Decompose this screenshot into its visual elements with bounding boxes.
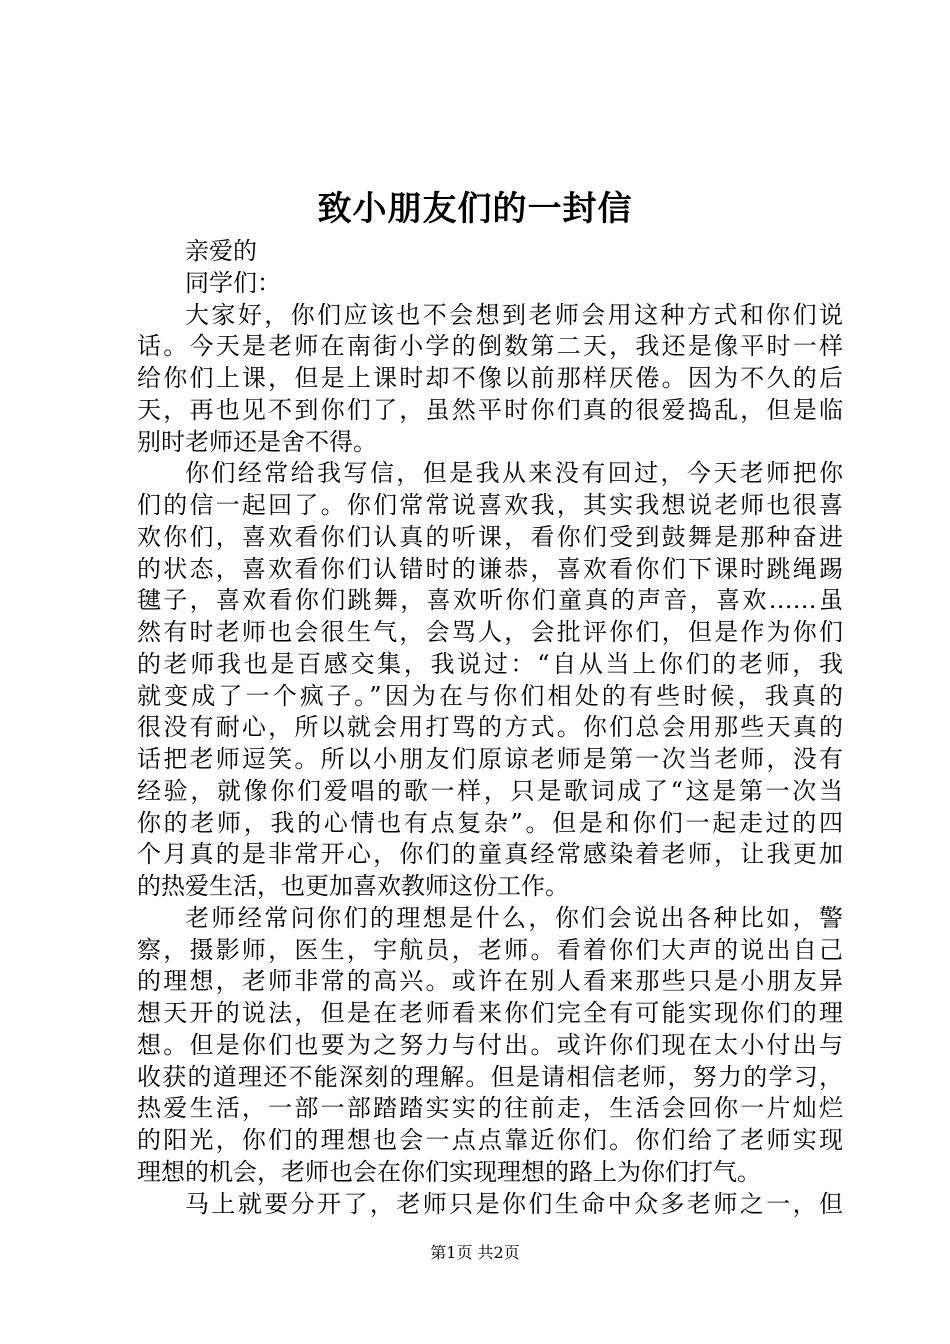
paragraph-line: 经验，就像你们爱唱的歌一样，只是歌词成了“这是第一次当 xyxy=(137,776,843,805)
paragraph-line: 马上就要分开了，老师只是你们生命中众多老师之一，但 xyxy=(185,1189,843,1218)
paragraph-line: 的热爱生活，也更加喜欢教师这份工作。 xyxy=(137,872,569,900)
paragraph-line: 然有时老师也会很生气，会骂人，会批评你们，但是作为你们 xyxy=(137,618,843,646)
paragraph-line: 你的老师，我的心情也有点复杂”。但是和你们一起走过的四 xyxy=(137,808,843,837)
document-title: 致小朋友们的一封信 xyxy=(317,189,633,229)
paragraph-line: 很没有耐心，所以就会用打骂的方式。你们总会用那些天真的 xyxy=(137,713,843,742)
paragraph-line: 的理想，老师非常的高兴。或许在别人看来那些只是小朋友异 xyxy=(137,967,843,996)
salutation-line-2: 同学们： xyxy=(185,268,281,297)
paragraph-line: 察，摄影师，医生，宇航员，老师。看着你们大声的说出自己 xyxy=(137,935,843,964)
salutation-line-1: 亲爱的 xyxy=(185,237,257,265)
paragraph-line: 想天开的说法，但是在老师看来你们完全有可能实现你们的理 xyxy=(137,999,843,1027)
paragraph xyxy=(137,458,843,903)
paragraph-line: 欢你们，喜欢看你们认真的听课，看你们受到鼓舞是那种奋进 xyxy=(137,522,843,551)
paragraph-line: 收获的道理还不能深刻的理解。但是请相信老师，努力的学习， xyxy=(137,1062,843,1091)
paragraph-line: 的老师我也是百感交集，我说过：“自从当上你们的老师，我 xyxy=(137,649,843,678)
paragraph-line: 们的信一起回了。你们常常说喜欢我，其实我想说老师也很喜 xyxy=(137,491,843,519)
paragraph-line: 热爱生活，一部一部踏踏实实的往前走，生活会回你一片灿烂 xyxy=(137,1094,843,1123)
paragraph-line: 大家好，你们应该也不会想到老师会用这种方式和你们说 xyxy=(185,300,843,329)
paragraph-line: 给你们上课，但是上课时却不像以前那样厌倦。因为不久的后 xyxy=(137,364,843,392)
paragraph-line: 想。但是你们也要为之努力与付出。或许你们现在太小付出与 xyxy=(137,1030,843,1059)
paragraph-line: 就变成了一个疯子。”因为在与你们相处的有些时候，我真的 xyxy=(137,681,843,710)
paragraph-line: 别时老师还是舍不得。 xyxy=(137,427,377,456)
paragraph-line: 你们经常给我写信，但是我从来没有回过，今天老师把你 xyxy=(185,459,843,488)
page-footer: 第1页 共2页 xyxy=(430,1243,520,1262)
paragraph-line: 的阳光，你们的理想也会一点点靠近你们。你们给了老师实现 xyxy=(137,1126,843,1154)
paragraph xyxy=(137,1189,843,1221)
paragraphs xyxy=(137,300,843,1221)
paragraph xyxy=(137,903,843,1189)
document-body xyxy=(137,236,843,1220)
paragraph-line: 话。今天是老师在南街小学的倒数第二天，我还是像平时一样 xyxy=(137,332,843,361)
paragraph-line: 天，再也见不到你们了，虽然平时你们真的很爱捣乱，但是临 xyxy=(137,395,843,424)
paragraph-line: 个月真的是非常开心，你们的童真经常感染着老师，让我更加 xyxy=(137,840,843,869)
paragraph-line: 老师经常问你们的理想是什么，你们会说出各种比如，警 xyxy=(185,903,843,932)
paragraph-line: 毽子，喜欢看你们跳舞，喜欢听你们童真的声音，喜欢……虽 xyxy=(137,586,843,615)
paragraph-line: 话把老师逗笑。所以小朋友们原谅老师是第一次当老师，没有 xyxy=(137,745,843,773)
paragraph-line: 理想的机会，老师也会在你们实现理想的路上为你们打气。 xyxy=(137,1157,761,1186)
paragraph-line: 的状态，喜欢看你们认错时的谦恭，喜欢看你们下课时跳绳踢 xyxy=(137,554,843,583)
paragraph xyxy=(137,300,843,459)
